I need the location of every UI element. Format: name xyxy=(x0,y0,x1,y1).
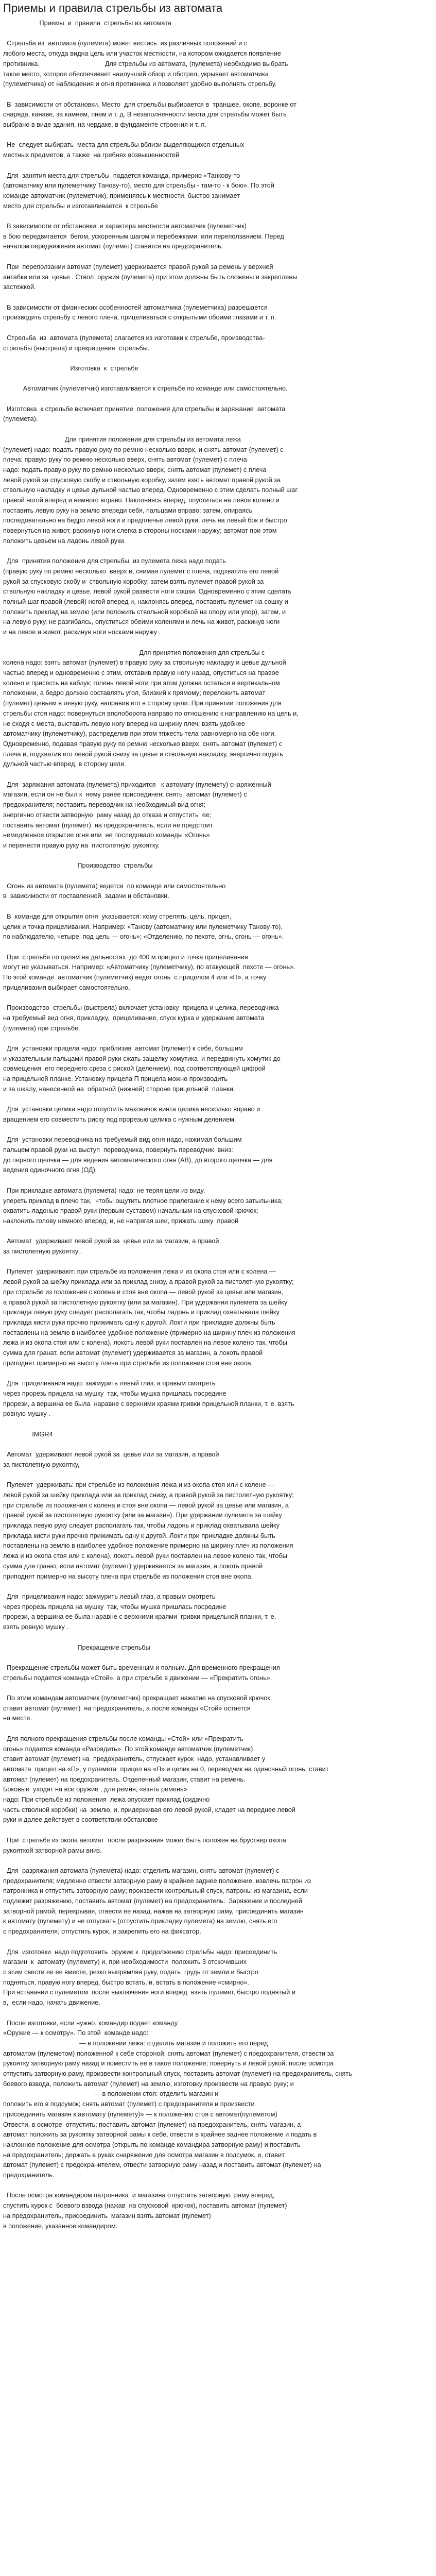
document-body: Приемы и правила стрельбы из автомата Стрельба из автомата (пулемета) может вестись из различных положений и с любого места, откуда видна цель или участок местности, на котором ожидается появление противника. Для стрельбы из автомата, (пулемета) необходимо выбрать такое место, которое обеспечивает наилучший обзор и обстрел, укрывает автоматчика (пулеметчика) от наблюдения и огня противника и позволяет удобно выполнять стрельбу. В зависимости от обстановки. Место для стрельбы выбирается в траншее, окопе, воронке от снаряда, канаве, за камнем, пнем и т. д. В незаполненности места для стрельбы может быть выбрано в виде здания, на чердаке, в фундаменте строения и т. п. Не следует выбирать места для стрельбы вблизи выделяющихся отдельных местных предметов, а также на гребнях возвышенностей Для занятия места для стрельбы подается команда, примерно «Танкову-то (автоматчику или пулеметчику Танову-то), место для стрельбы - там-то - к бою». По этой команде автоматчик (пулеметчик), применяясь к местности, быстро занимает место для стрельбы и изготавливается к стрельбе В зависимости от обстановки и характера местности автоматчик (пулеметчик) в бою передвигается бегом, ускоренным шагом и перебежками или переползанием. Перед началом передвижения автомат (пулемет) ставится на предохранитель. При переползании автомат (пулемет) удерживается правой рукой за ремень у верхней антабки или за цевье . Ствол оружия (пулемета) при этом должны быть сложены и закреплены застежкой. В зависимости от физических особенностей автоматчика (пулеметчика) разрешается производить стрельбу с левого плеча, прицеливаться с открытыми обоими глазами и т. п. Стрельба из автомата (пулемета) слагается из изготовки к стрельбе, производства- стрельбы (выстрела) и прекращения стрельбы. Изготовка к стрельбе Автоматчик (пулеметчик) изготавливается к стрельбе по команде или самостоятельно. Изготовка к стрельбе включает принятие положения для стрельбы и заряжание автомата (пулемета). Для принятия положения для стрельбы из автомата лежа (пулемет) надо: подать правую руку по ремню несколько вверх, и снять автомат (пулемет) с плеча: правую руку по ремню несколько вверх, снять автомат (пулемет) с плеча надо: подать правую руку по ремню несколько вверх, снять автомат (пулемет) с плеча левой рукой за спусковую скобу и ствольную коробку, затем взять автомат правой рукой за ствольную накладку и цевье дульной частью вперед. Одновременно с этим сделать полный шаг правой ногой вперед и немного вправо. Наклоняясь вперед, опуститься на левое колено и поставить левую руку на землю впереди себя, пальцами вправо; затем, опираясь последовательно на бедро левой ноги и предплечье левой руки, лечь на левый бок и быстро повернуться на живот, раскинув ноги слегка в стороны носками наружу; автомат при этом положить цевьем на ладонь левой руки. Для принятия положения для стрельбы из пулемета лежа надо подать (правую руку по ремню несколько вверх и, снимая пулемет с плеча, подхватить его левой рукой за спусковую скобу и ствольную коробку; затем взять пулемет правой рукой за ствольную накладку и цевье, левой рукой развести ноги сошки. Одновременно с этим сделать полный шаг правой (левой) ногой вперед и, наклонясь вперед, поставить пулемет на сошку и положить приклад на землю (или положить ствольной коробкой на опору или упор), затем, и на левую руку, не разгибаясь, опуститься обеими коленями и лечь на живот, раскинув ноги и на левое и живот, раскинув ноги носками наружу . Для принятия положения для стрельбы с колена надо: взять автомат (пулемет) в правую руку за ствольную накладку и цевье дульной частью вперед и одновременно с этим, отставив правую ногу назад, опуститься на правое колено и присесть на каблук; голень левой ноги при этом должна остаться в вертикальном положении, а бедро должно составлять угол, близкий к прямому; переложить автомат (пулемет) цевьем в левую руку, направив его в сторону цели. При принятии положения для стрельбы стоя надо: повернуться вполоборота направо по отношению к направлению на цель и, не сходя с места, выставить левую ногу вперед на ширину плеч; взять удобнее автоматчику (пулеметчику), распределив при этом тяжесть тела равномерно на обе ноги. Одновременно, подавая правую руку по ремню несколько вверх, снять автомат (пулемет) с плеча и, подхватив его левой рукой снизу за цевье и ствольную накладку, энергично подать дульной частью вперед, в сторону цели. Для заряжания автомата (пулемета) приходится к автомату (пулемету) снаряженный магазин, если он не был к нему ранее присоединен; снять автомат (пулемет) с предохранителя; поставить переводчик на необходимый вид огня; энергично отвести затворную раму назад до отказа и отпустить ее; поставить автомат (пулемет) на предохранитель, если не предстоит немедленное открытие огня или не последовало команды «Огонь» и перенести правую руку на пистолетную рукоятку. Производство стрельбы Огонь из автомата (пулемета) ведется по команде или самостоятельно в зависимости от поставленной задачи и обстановки. В команде для открытия огня указывается: кому стрелять, цель, прицел, целик и точка прицеливания. Например: «Танову (автоматчику или пулеметчику Танову-то), по наблюдателю, четыре, под цель — огонь»; «Отделению, по пехоте, огнь, огонь — огонь». При стрельбе по целям на дальностях до 400 м прицел и точка прицеливания могут не указываться. Например: «Автоматчику (пулеметчику), по атакующей пехоте — огонь». По этой команде автоматчик (пулеметчик) ведет огонь с прицелом 4 или «П», а точку прицеливания выбирает самостоятельно. Производство стрельбы (выстрела) включает установку прицела и целика, переводчика на требуемый вид огня, прикладку, прицеливание, спуск курка и удержание автомата (пулемета) при стрельбе. Для установки прицела надо: приблизив автомат (пулемет) к себе, большим и указательным пальцами правой руки сжать защелку хомутика и передвинуть хомутик до совмещения его переднего среза с риской (делением), под соответствующей цифрой на прицельной планке. Установку прицела П прицела можно производить и за шкалу, нанесенной на обратной (нижней) стороне прицельной планки. Для установки целика надо отпустить маховичок винта целика несколько вправо и вращением его совместить риску под прорезью целика с нужным делением. Для установки переводчика на требуемый вид огня надо, нажимая большим пальцем правой руки на выступ переводчика, повернуть переводчик вниз: до первого щелчка — для ведения автоматического огня (АВ), до второго щелчка — для ведения одиночного огня (ОД). При прикладке автомата (пулемета) надо: не теряя цели из виду, упереть приклад в плечо так, чтобы ощутить плотное прилегание к нему всего затыльника; охватить ладонью правой руки (первым суставом) начальным на спусковой крючок; наклонить голову немного вперед, и, не напрягая шеи, прижать щеку правой Автомат удерживают левой рукой за цевье или за магазин, а правой за пистолетную рукоятку . Пулемет удерживают: при стрельбе из положения лежа и из окопа стоя или с колена — левой рукой за шейку приклада или за приклад снизу, а правой рукой за пистолетную рукоятку; при стрельбе из положения с колена и стоя вне окопа — левой рукой за цевье или магазин, а правой рукой за пистолетную рукоятку (или за магазин). При удержании пулемета за шейку приклада левую руку следует располагать так, чтобы ладонь и приклад охватывала шейку приклада кисти руки прочно прижимать одну к другой. Локти при прикладке должны быть поставлены на землю в наиболее удобное положение (примерно на ширину плеч из положения лежа и из окопа стоя или с колена), локоть левой руки поставлен на левое колено так, чтобы сумма для гранат, если автомат (пулемет) удерживается за магазин, а локоть правой приподнят примерно на высоту плеча при стрельбе из положения стоя вне окопа. Для прицеливания надо: зажмурить левый глаз, а правым смотреть через прорезь прицела на мушку так, чтобы мушка пришлась посредине прорези, а вершина ее была наравне с верхними краями гривки прицельной планки, т. е. взять ровную мушку . IMGR4 Автомат удерживают левой рукой за цевье или за магазин, а правой за пистолетную рукоятку, Пулемет удерживать: при стрельбе из положения лежа и из окопа стоя или с колене — левой рукой за шейку приклада или за приклад снизу, а правой рукой за пистолетную рукоятку; при стрельбе из положения с колена и стоя вне окопа — левой рукой за цевье или магазин, а правой рукой за пистолетную рукоятку (или за магазин). При удержании пулемета за шейку приклада левую руку следует располагать так, чтобы ладонь и приклад охватывала шейку приклада кисти руки прочно прижимать одну к другой. Локти при прикладке должны быть поставлены на землю в наиболее удобное положение примерно на ширину плеч из положения лежа и из окопа стоя или с колена), локоть левой руки поставлен на левое колено так, чтобы сумма для гранат, если автомат (пулемет) удерживается за магазин, а локоть правой приподнят примерно на высоту плеча при стрельбе из положения стоя вне окопа. Для прицеливания надо: зажмурить левый глаз, а правым смотреть через прорезь прицела на мушку так, чтобы мушка пришлась посредине прорези, а вершина ее была наравне с верхними краями гривки прицельной планки, т. е. взять ровную мушку . Прекращение стрельбы Прекращение стрельбы может быть временным и полным. Для временного прекращения стрельбы подается команда «Стой», а при стрельбе в движении — «Прекратить огонь». По этим командам автоматчик (пулеметчик) прекращает нажатие на спусковой крючок, ставит автомат (пулемет) на предохранитель, а после команды «Стой» остается на месте. Для полного прекращения стрельбы после команды «Стой» или «Прекратить огонь» подается команда «Разрядить». По этой команде автоматчик (пулеметчик) ставит автомат (пулемет) на предохранитель, отпускает курок надо, устанавливает у автомата прицел на «П», у пулемета прицел на «П» и целик на 0, переводчик на одиночный огонь, ставит автомат (пулемет) на предохранитель. Отделенный магазин, ставит на ремень. Боковые уходят на все оружие , для ремня, «взять ремень» надо: При стрельбе из положения лежа опускает приклад (сидачно часть стволной коробки) на землю, и, придерживая его левой рукой, кладет на переднее левой руки и далее действует в соответствии обстановке При стрельбе из окопа автомат после разряжания может быть положен на бруствер окопа рукояткой затворной рамы вниз. Для разряжания автомата (пулемета) надо: отделить магазин, снять автомат (пулемет) с предохранителя; медленно отвести затворную раму в крайнее заднее положение, извлечь патрон из патронника и отпустить затворную раму; произвести контрольный спуск, патроны из магазина, если подлежит разряжению, поставить автомат (пулемет) на предохранитель. Заряжение и последней затворной рамой, перекрывая, отвести ее назад, нажав на затворную раму, присоединить магазин к автомату (пулемету) и не отпускать (отпустить прикладку пулемета) на землю, снять его с предохранителя, отпустить курок, и закрепить его на фиксатор. Для изготовки надо подготовить оружие к продолжению стрельбы надо: присоединить магазин к автомату (пулемету) и, при необходимости положить 3 отскочивших с этим свести ее ее вместе, резко выпрямляя руку, подать грудь от земли и быстро подняться, правую ногу вперед, быстро встать, и, встать в положение «смирно». При вставании с пулеметом после выключения ноги вперед взять пулемет, быстро поднятый и в, если надо, начать движение. После изготовки, если нужно, командир подает команду «Оружие — к осмотру». По этой команде надо: — в положении лежа: отделить магазин и положить его перед автоматом (пулеметом) положенной к себе стороной; снять автомат (пулемет) с предохранителя, отвести за рукоятку затворную раму назад и поместить ее в такое положение; повернуть и левой рукой, после осмотра отпустить затворную раму, произвести контрольный спуск, поставить автомат (пулемет) на предохранитель, снять боевого взвода, положить автомат (пулемет) на землю, изготовку произвести на правую руку; и — в положении стоя: отделить магазин и положить его в подсумок; снять автомат (пулемет) с предохранителя и произвести присоединить магазин к автомату (пулемету)» — к положению стоя с автомат(пулеметом) Отвести, в осмотре отпустить; поставить автомат (пулемет) на предохранитель, снять магазин, а автомат положить за рукоятку затворной рамы к себе, отвести в крайнее заднее положение и подать в наклонное положение для осмотра (открыть по команде командира затворную раму) и поставить на предохранитель; держать в руках снаряжение для осмотра магазин в подсумок, и, ставит автомат (пулемет) с предохранителем, отвести затворную раму назад и поставить автомат (пулемет) на предохранитель. После осмотра командиром патронника и магазина отпустить затворную раму вперед, спустить курок с боевого взвода (нажав на спусковой крючок), поставить автомат (пулемет) на предохранитель, присоединить магазин взять автомат (пулемет) в положение, указанное командиром. xyxy=(3,20,352,2230)
page xyxy=(0,1,436,2235)
page-title: Приемы и правила стрельбы из автомата xyxy=(3,2,223,14)
